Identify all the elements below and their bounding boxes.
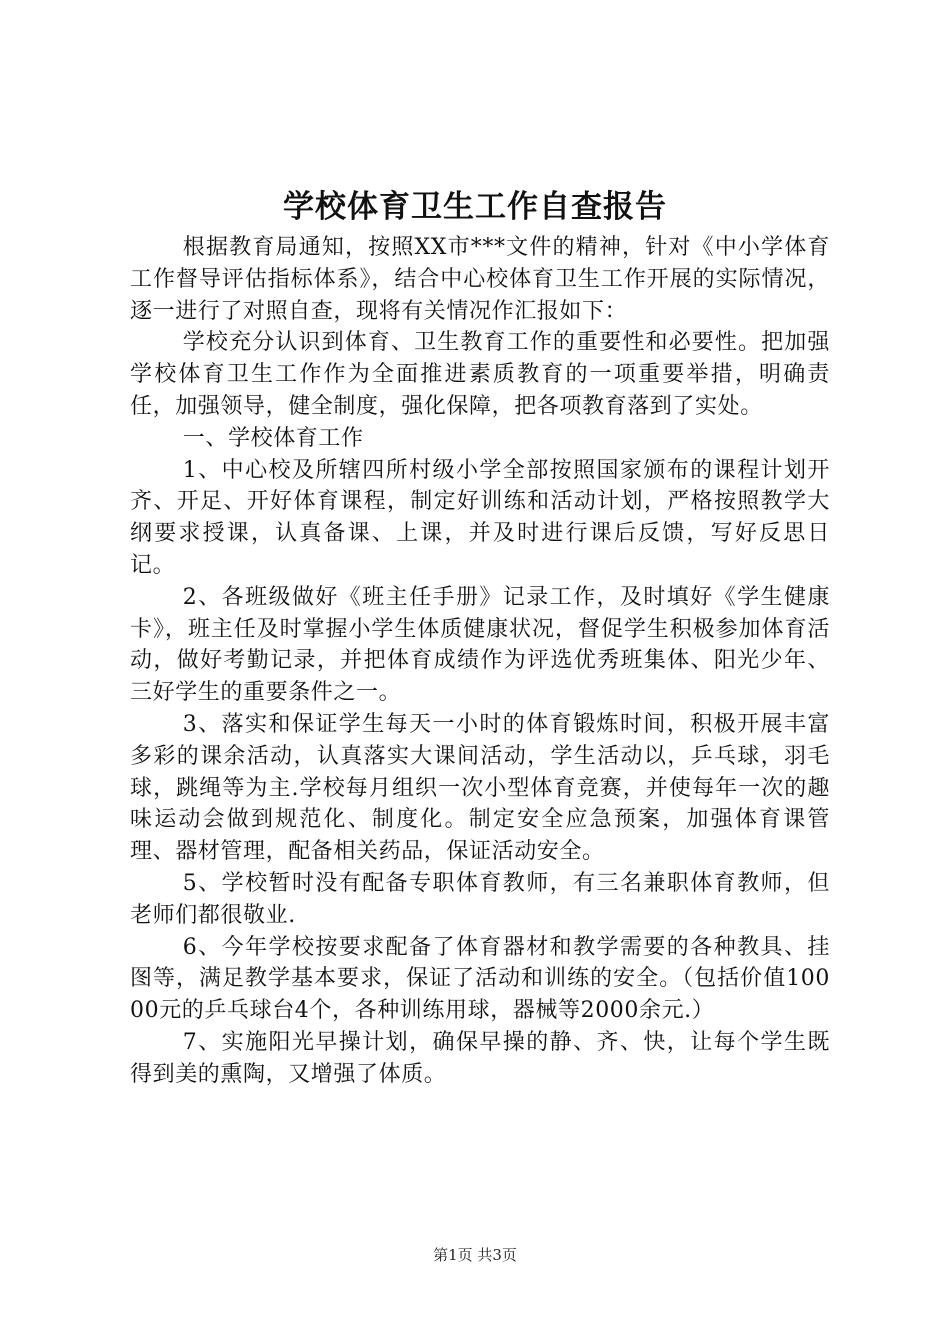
paragraph-item-6: 6、今年学校按要求配备了体育器材和教学需要的各种教具、挂图等，满足教学基本要求，保证了活动和训练的安全。（包括价值10000元的乒乓球台4个，各种训练用球，器械等2000余元.） (130, 934, 830, 1024)
section-heading-sports: 一、学校体育工作 (182, 425, 364, 451)
document-title: 学校体育卫生工作自查报告 (283, 189, 667, 225)
document-body (130, 232, 830, 1091)
paragraph-item-3: 3、落实和保证学生每天一小时的体育锻炼时间，积极开展丰富多彩的课余活动，认真落实大课间活动，学生活动以，乒乓球，羽毛球，跳绳等为主.学校每月组织一次小型体育竞赛，并使每年一次的趣味运动会做到规范化、制度化。制定安全应急预案，加强体育课管理、器材管理，配备相关药品，保证活动安全。 (130, 711, 830, 865)
paragraph-item-7: 7、实施阳光早操计划，确保早操的静、齐、快，让每个学生既得到美的熏陶，又增强了体质。 (130, 1029, 830, 1087)
paragraph-item-1: 1、中心校及所辖四所村级小学全部按照国家颁布的课程计划开齐、开足、开好体育课程，制定好训练和活动计划，严格按照教学大纲要求授课，认真备课、上课，并及时进行课后反馈，写好反思日记。 (130, 457, 830, 578)
paragraph-item-2: 2、各班级做好《班主任手册》记录工作，及时填好《学生健康卡》，班主任及时掌握小学生体质健康状况，督促学生积极参加体育活动，做好考勤记录，并把体育成绩作为评选优秀班集体、阳光少年、三好学生的重要条件之一。 (130, 584, 830, 706)
paragraph-item-5: 5、学校暂时没有配备专职体育教师，有三名兼职体育教师，但老师们都很敬业. (130, 870, 830, 928)
page-number-footer: 第1页 共3页 (433, 1246, 517, 1264)
paragraph-overview: 学校充分认识到体育、卫生教育工作的重要性和必要性。把加强学校体育卫生工作作为全面推进素质教育的一项重要举措，明确责任，加强领导，健全制度，强化保障，把各项教育落到了实处。 (130, 330, 830, 419)
paragraph-intro: 根据教育局通知，按照XX市***文件的精神，针对《中小学体育工作督导评估指标体系》，结合中心校体育卫生工作开展的实际情况，逐一进行了对照自查，现将有关情况作汇报如下： (130, 235, 830, 324)
